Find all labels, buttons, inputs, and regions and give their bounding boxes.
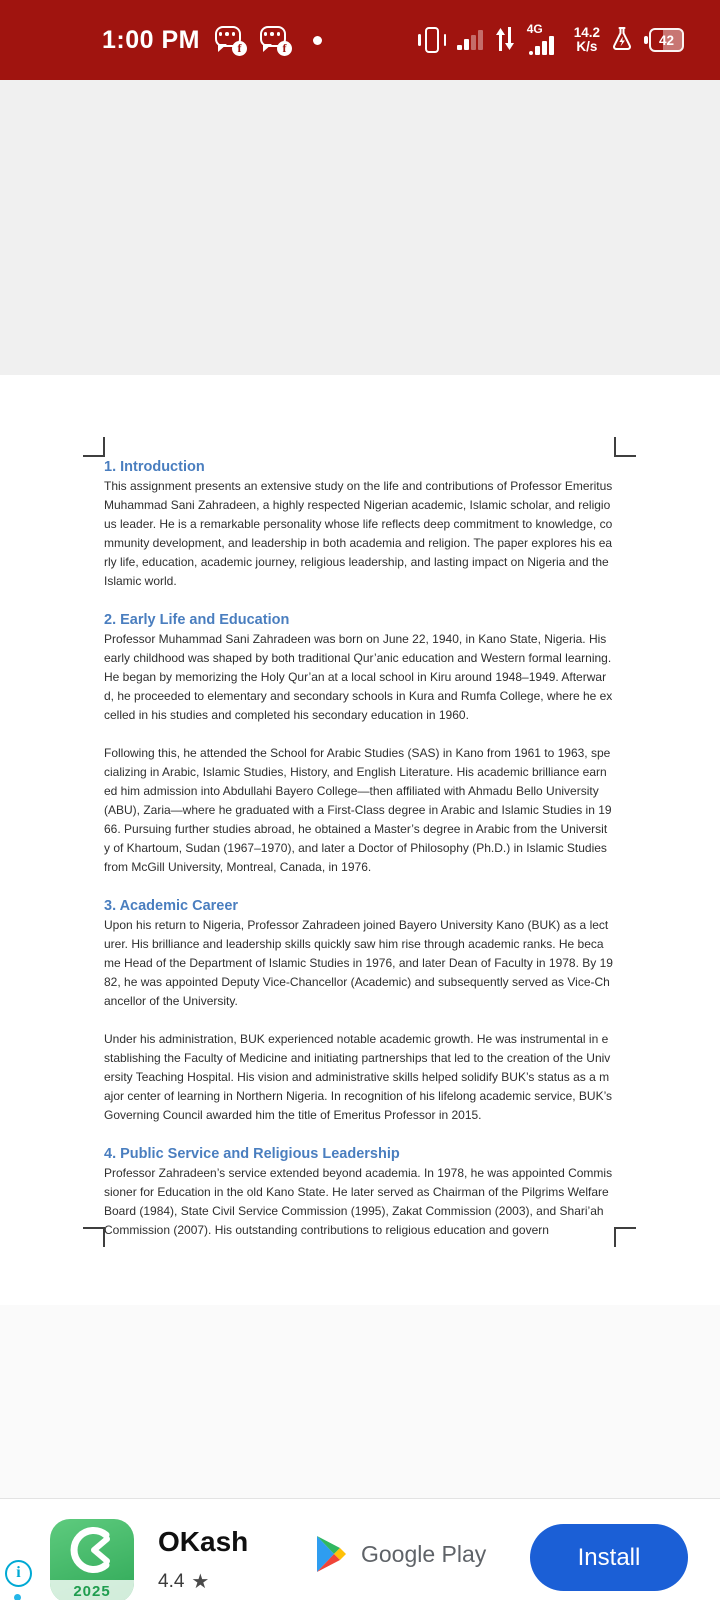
google-play-label: Google Play	[361, 1540, 487, 1567]
clock: 1:00 PM	[102, 25, 200, 54]
app-background-bottom	[0, 1305, 720, 1499]
rating-value: 4.4	[158, 1570, 185, 1592]
document-content	[104, 457, 613, 1240]
section-heading: 1. Introduction	[104, 459, 205, 475]
battery-indicator: 42	[644, 28, 684, 52]
section-paragraph: Under his administration, BUK experienced notable academic growth. He was instrumental in establishing the Faculty of Medicine and initiating partnerships that led to the creation of the University Teaching Hospital. His vision and administrative skills helped solidify BUK’s status as a major center of learning in Northern Nigeria. In recognition of his lifelong academic service, BUK’s Governing Council awarded him the title of Emeritus Professor in 2015.	[104, 1032, 613, 1122]
messenger-notification-icon: f	[215, 26, 245, 56]
section-paragraph: Professor Zahradeen’s service extended beyond academia. In 1978, he was appointed Commissioner for Education in the old Kano State. He later served as Chairman of the Pilgrims Welfare Board (1984), State Civil Service Commission (1995), Zakat Commission (2003), and Shari’ah Commission (2007). His outstanding contributions to religious education and govern	[104, 1166, 613, 1237]
section-heading: 2. Early Life and Education	[104, 612, 290, 628]
signal-strength-icon	[457, 30, 483, 50]
section-paragraph: This assignment presents an extensive study on the life and contributions of Professor Emeritus Muhammad Sani Zahradeen, a highly respected Nigerian academic, Islamic scholar, and religious leader. He is a remarkable personality whose life reflects deep commitment to knowledge, community development, and leadership in both academia and religion. The paper explores his early life, education, academic journey, religious leadership, and lasting impact on Nigeria and the Islamic world.	[104, 479, 613, 588]
network-speed-indicator: 14.2 K/s	[573, 25, 600, 54]
notification-dot-icon	[313, 36, 322, 45]
okash-icon-year-badge: 2025	[50, 1580, 134, 1600]
ad-app-rating	[158, 1569, 209, 1594]
ad-app-name[interactable]: OKash	[158, 1526, 249, 1557]
network-activity-arrows-icon	[494, 25, 516, 58]
google-play-icon	[314, 1535, 348, 1573]
status-bar-right	[418, 0, 684, 80]
install-button[interactable]: Install	[530, 1524, 688, 1591]
section-paragraph: Professor Muhammad Sani Zahradeen was born on June 22, 1940, in Kano State, Nigeria. His early childhood was shaped by both traditional Qur’anic education and Western formal learning. He began by memorizing the Holy Qur’an at a local school in Kiru around 1948–1949. Afterward, he proceeded to elementary and secondary schools in Kura and Rumfa College, where he excelled in his studies and completed his secondary education in 1960.	[104, 632, 613, 722]
messenger-notification-icon: f	[260, 26, 290, 56]
app-background-top	[0, 80, 720, 375]
okash-logo-icon	[66, 1523, 118, 1579]
star-icon: ★	[191, 1571, 210, 1593]
page-margin-mark-bottom-left	[83, 1227, 105, 1247]
ad-banner[interactable]	[0, 1498, 720, 1600]
page-margin-mark-bottom-right	[614, 1227, 636, 1247]
document-page[interactable]	[0, 375, 720, 1305]
page-margin-mark-top-right	[614, 437, 636, 457]
status-bar-left	[102, 0, 322, 80]
section-heading: 3. Academic Career	[104, 898, 239, 914]
section-paragraph: Upon his return to Nigeria, Professor Zahradeen joined Bayero University Kano (BUK) as a lecturer. His brilliance and leadership skills quickly saw him rise through academic ranks. He became Head of the Department of Islamic Studies in 1976, and later Dean of Faculty in 1978. By 1982, he was appointed Deputy Vice-Chancellor (Academic) and subsequently served as Vice-Chancellor of the University.	[104, 918, 613, 1008]
vibrate-mode-icon	[418, 25, 446, 55]
status-bar	[0, 0, 720, 80]
section-paragraph: Following this, he attended the School for Arabic Studies (SAS) in Kano from 1961 to 1963, specializing in Arabic, Islamic Studies, History, and English Literature. His academic brilliance earned him admission into Abdullahi Bayero College—then affiliated with Ahmadu Bello University (ABU), Zaria—where he graduated with a First-Class degree in Arabic and Islamic Studies in 1966. Pursuing further studies abroad, he obtained a Master’s degree in Arabic from the University of Khartoum, Sudan (1967–1970), and later a Doctor of Philosophy (Ph.D.) in Islamic Studies from McGill University, Montreal, Canada, in 1976.	[104, 746, 612, 874]
ad-info-dot-icon	[14, 1594, 21, 1600]
mobile-data-4g-signal-icon: 4G	[527, 23, 563, 57]
section-heading: 4. Public Service and Religious Leadership	[104, 1146, 400, 1162]
okash-app-icon[interactable]	[50, 1519, 134, 1600]
ad-info-icon[interactable]: i	[5, 1560, 32, 1587]
page-margin-mark-top-left	[83, 437, 105, 457]
power-saver-icon	[611, 26, 633, 55]
google-play-brand[interactable]	[314, 1535, 486, 1573]
